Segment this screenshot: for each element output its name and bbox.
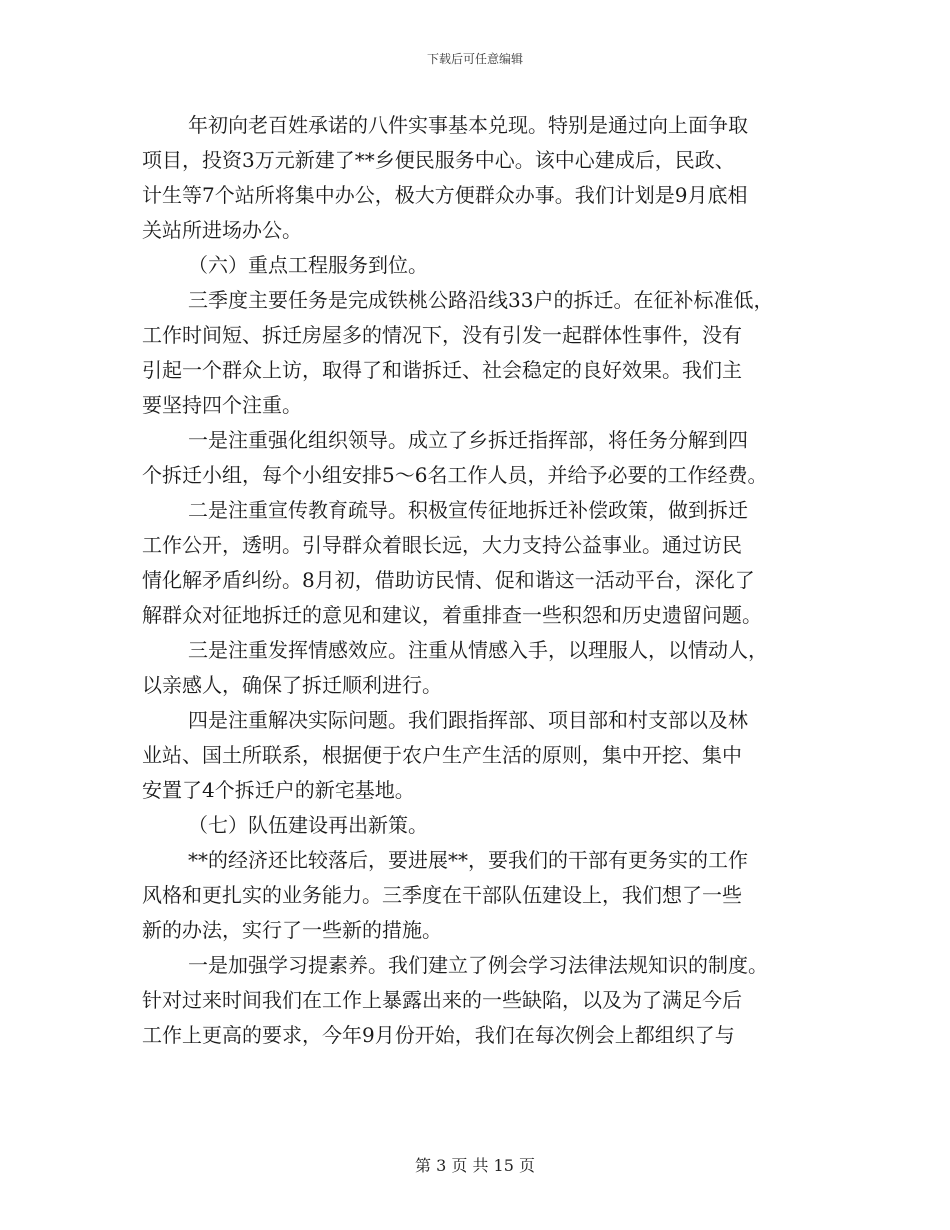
text-line: 个拆迁小组，每个小组安排5～6名工作人员，并给予必要的工作经费。 [142, 463, 768, 487]
document-body [142, 108, 822, 1053]
text-line: 工作公开，透明。引导群众着眼长远，大力支持公益事业。通过访民 [142, 533, 742, 557]
text-line: 针对过来时间我们在工作上暴露出来的一些缺陷，以及为了满足今后 [142, 988, 742, 1012]
text-line: 年初向老百姓承诺的八件实事基本兑现。特别是通过向上面争取 [188, 113, 748, 137]
text-line: **的经济还比较落后，要进展**，要我们的干部有更务实的工作 [188, 848, 748, 872]
text-line: 安置了4个拆迁户的新宅基地。 [142, 778, 415, 802]
text-line: 三季度主要任务是完成铁桃公路沿线33户的拆迁。在征补标准低， [188, 288, 774, 312]
text-line: 解群众对征地拆迁的意见和建议，着重排查一些积怨和历史遗留问题。 [142, 603, 762, 627]
text-line: 工作时间短、拆迁房屋多的情况下，没有引发一起群体性事件，没有 [142, 323, 742, 347]
text-line: 工作上更高的要求，今年9月份开始，我们在每次例会上都组织了与 [142, 1023, 735, 1047]
text-line: 风格和更扎实的业务能力。三季度在干部队伍建设上，我们想了一些 [142, 883, 742, 907]
text-line: 二是注重宣传教育疏导。积极宣传征地拆迁补偿政策，做到拆迁 [188, 498, 748, 522]
text-line: 四是注重解决实际问题。我们跟指挥部、项目部和村支部以及林 [188, 708, 748, 732]
text-line: 计生等7个站所将集中办公，极大方便群众办事。我们计划是9月底相 [142, 183, 748, 207]
text-line: 业站、国土所联系，根据便于农户生产生活的原则，集中开挖、集中 [142, 743, 742, 767]
text-line: 项目，投资3万元新建了**乡便民服务中心。该中心建成后，民政、 [142, 148, 735, 172]
text-line: 关站所进场办公。 [142, 218, 302, 242]
page-number: 第 3 页 共 15 页 [415, 1156, 535, 1175]
page-header: 下载后可任意编辑 [426, 52, 523, 66]
text-line: 一是加强学习提素养。我们建立了例会学习法律法规知识的制度。 [188, 953, 768, 977]
text-line: 一是注重强化组织领导。成立了乡拆迁指挥部，将任务分解到四 [188, 428, 748, 452]
text-line: 以亲感人，确保了拆迁顺利进行。 [142, 673, 442, 697]
text-line: （七）队伍建设再出新策。 [188, 813, 428, 837]
text-line: 三是注重发挥情感效应。注重从情感入手，以理服人，以情动人， [188, 638, 768, 662]
text-line: 情化解矛盾纠纷。8月初，借助访民情、促和谐这一活动平台，深化了 [142, 568, 755, 592]
text-line: （六）重点工程服务到位。 [188, 253, 428, 277]
text-line: 要坚持四个注重。 [142, 393, 302, 417]
text-line: 新的办法，实行了一些新的措施。 [142, 918, 442, 942]
text-line: 引起一个群众上访，取得了和谐拆迁、社会稳定的良好效果。我们主 [142, 358, 742, 382]
